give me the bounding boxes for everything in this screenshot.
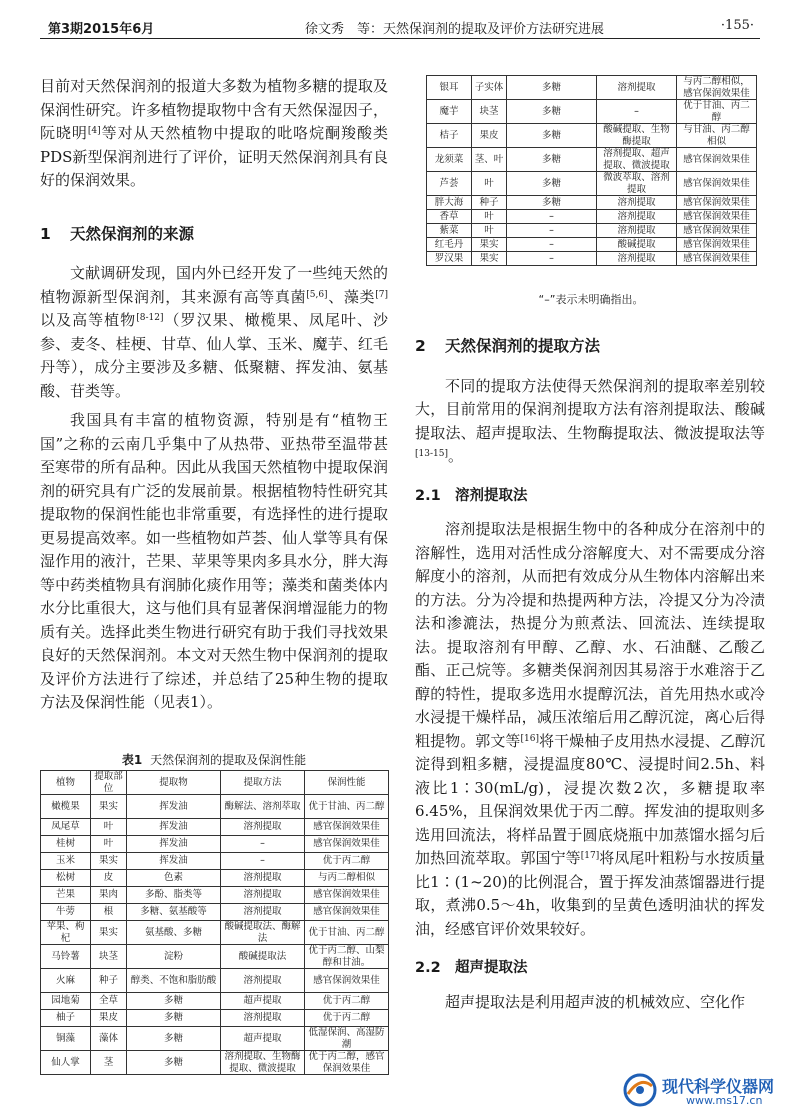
watermark-name: 现代科学仪器网: [662, 1077, 775, 1096]
table-cell: 多糖: [507, 196, 597, 210]
table-cell: –: [507, 210, 597, 224]
table-row: [41, 921, 389, 945]
table-cell: 酸碱提取、生物酶提取: [597, 124, 677, 148]
table-row: [427, 100, 757, 124]
table-cell: 感官保润效果佳: [305, 887, 389, 904]
table-row: [41, 904, 389, 921]
table-cell: 与丙二醇相似: [305, 870, 389, 887]
watermark-logo: [620, 1072, 795, 1110]
table-cell: 溶剂提取: [221, 819, 305, 836]
table-row: [427, 238, 757, 252]
table-cell: 溶剂提取、超声提取、微波提取: [597, 148, 677, 172]
table-cell: 种子: [91, 969, 127, 993]
table-cell: 火麻: [41, 969, 91, 993]
table-cell: 感官保润效果佳: [305, 904, 389, 921]
table-cell: 多糖: [127, 1027, 221, 1051]
table-cell: 优于丙二醇，感官保润效果佳: [305, 1051, 389, 1075]
table-row: [41, 969, 389, 993]
citation: [16]: [520, 733, 539, 744]
table-cell: 果肉: [91, 887, 127, 904]
table-cell: 溶剂提取: [221, 969, 305, 993]
table-cell: 多糖: [507, 100, 597, 124]
table-cell: 果皮: [91, 1010, 127, 1027]
table-cell: 超声提取: [221, 993, 305, 1010]
table-cell: 淀粉: [127, 945, 221, 969]
citation: [5,6]: [306, 289, 328, 300]
table-cell: –: [507, 252, 597, 266]
table-cell: 氨基酸、多糖: [127, 921, 221, 945]
table-caption: 表1 天然保润剂的提取及保润性能: [121, 753, 307, 767]
table-cell: 优于丙二醇: [305, 1010, 389, 1027]
table-cell: 果实: [472, 252, 507, 266]
right-column: [415, 335, 765, 1014]
table-cell: 马铃薯: [41, 945, 91, 969]
table-cell: 溶剂提取: [597, 196, 677, 210]
table-cell: 溶剂提取: [221, 887, 305, 904]
table-cell: 根: [91, 904, 127, 921]
table-cell: 溶剂提取: [221, 904, 305, 921]
table-row: [41, 993, 389, 1010]
table-cell: 芒果: [41, 887, 91, 904]
table-cell: 全草: [91, 993, 127, 1010]
column-header: 提取部位: [91, 771, 127, 795]
table-cell: 优于丙二醇: [305, 993, 389, 1010]
table-row: [427, 148, 757, 172]
table-cell: 与丙二醇相似，感官保润效果佳: [677, 76, 757, 100]
citation: [8-12]: [136, 313, 164, 323]
table-cell: 超声提取: [221, 1027, 305, 1051]
table-cell: 优于甘油、丙二醇: [305, 795, 389, 819]
table-cell: 多糖: [507, 172, 597, 196]
table-cell: 铜藻: [41, 1027, 91, 1051]
table-cell: –: [221, 836, 305, 853]
table-cell: 溶剂提取: [597, 76, 677, 100]
data-table-right: [426, 75, 757, 266]
table-cell: 种子: [472, 196, 507, 210]
citation: [17]: [580, 851, 600, 861]
table-row: [41, 819, 389, 836]
table-cell: 感官保润效果佳: [677, 148, 757, 172]
table-cell: 溶剂提取、生物酶提取、微波提取: [221, 1051, 305, 1075]
body-paragraph: 文献调研发现，国内外已经开发了一些纯天然的植物源新型保润剂，其来源有高等真菌[5,6]、藻类[7]以及高等植物[8-12]（罗汉果、橄榄果、凤尾叶、沙参、麦冬、桂梗、甘草、仙人掌、玉米、魔芋、红毛丹等），成分主要涉及多糖、低聚糖、挥发油、氨基酸、苷类等。: [40, 264, 388, 400]
table-cell: –: [597, 100, 677, 124]
table-cell: 醇类、不饱和脂肪酸: [127, 969, 221, 993]
table-cell: 桔子: [427, 124, 472, 148]
table-cell: 优于甘油、丙二醇: [677, 100, 757, 124]
table-row: [427, 224, 757, 238]
table-cell: 微波萃取、溶剂提取: [597, 172, 677, 196]
table-cell: 果皮: [472, 124, 507, 148]
table-cell: 果实: [472, 238, 507, 252]
logo-icon: [620, 1072, 660, 1108]
page-number: ·155·: [720, 18, 754, 33]
watermark-url: www.ms17.cn: [686, 1094, 763, 1107]
table-cell: 溶剂提取: [597, 210, 677, 224]
table-cell: 柚子: [41, 1010, 91, 1027]
table-cell: –: [507, 238, 597, 252]
table-cell: 溶剂提取: [221, 870, 305, 887]
table-cell: 茎: [91, 1051, 127, 1075]
table-cell: 叶: [472, 210, 507, 224]
citation: [4]: [87, 126, 101, 136]
table-cell: 多糖: [127, 993, 221, 1010]
table-row: [427, 76, 757, 100]
table-row: [41, 1027, 389, 1051]
table-cell: 多糖: [127, 1010, 221, 1027]
table-cell: 多糖: [507, 76, 597, 100]
table-cell: 酸碱提取法、酶解法: [221, 921, 305, 945]
table-cell: 优于丙二醇: [305, 853, 389, 870]
table-cell: 酶解法、溶剂萃取: [221, 795, 305, 819]
column-header: 提取方法: [221, 771, 305, 795]
citation: [7]: [375, 289, 388, 300]
table-cell: 橄榄果: [41, 795, 91, 819]
table-cell: 优于甘油、丙二醇: [305, 921, 389, 945]
journal-issue: 第3期2015年6月: [48, 22, 155, 37]
table-cell: 皮: [91, 870, 127, 887]
table-cell: 优于丙二醇、山梨醇和甘油。: [305, 945, 389, 969]
running-header: [40, 10, 760, 39]
table-header-row: [41, 771, 389, 795]
table-cell: 叶: [472, 224, 507, 238]
table-row: [41, 887, 389, 904]
table-cell: 感官保润效果佳: [677, 252, 757, 266]
table-cell: 酸碱提取: [597, 238, 677, 252]
table-row: [41, 795, 389, 819]
table-cell: 玉米: [41, 853, 91, 870]
table-cell: 多酚、脂类等: [127, 887, 221, 904]
table-cell: 牛蒡: [41, 904, 91, 921]
table-cell: 感官保润效果佳: [305, 836, 389, 853]
table-cell: 感官保润效果佳: [677, 196, 757, 210]
column-header: 提取物: [127, 771, 221, 795]
table-row: [41, 870, 389, 887]
table-cell: 溶剂提取: [597, 252, 677, 266]
table-cell: 叶: [91, 819, 127, 836]
table-cell: 溶剂提取: [597, 224, 677, 238]
table-cell: 松树: [41, 870, 91, 887]
table-row: [427, 172, 757, 196]
table-cell: 感官保润效果佳: [305, 969, 389, 993]
table-cell: 罗汉果: [427, 252, 472, 266]
table-cell: 园地菊: [41, 993, 91, 1010]
article-running-title: 徐文秀 等：天然保润剂的提取及评价方法研究进展: [305, 22, 605, 37]
table-cell: 芦荟: [427, 172, 472, 196]
table-cell: 叶: [472, 172, 507, 196]
table-cell: 龙须菜: [427, 148, 472, 172]
table-cell: 块茎: [91, 945, 127, 969]
table-cell: 魔芋: [427, 100, 472, 124]
table-cell: 多糖: [507, 124, 597, 148]
table-row: [427, 252, 757, 266]
table-row: [41, 945, 389, 969]
table-cell: 子实体: [472, 76, 507, 100]
table-note: “–”表示未明确指出。: [538, 293, 644, 306]
body-paragraph: 超声提取法是利用超声波的机械效应、空化作: [445, 992, 746, 1011]
table-cell: 香草: [427, 210, 472, 224]
table-cell: 多糖: [127, 1051, 221, 1075]
table-cell: 挥发油: [127, 795, 221, 819]
table-cell: 果实: [91, 853, 127, 870]
data-table-left: [40, 770, 389, 1075]
table-cell: 叶: [91, 836, 127, 853]
table-cell: 感官保润效果佳: [305, 819, 389, 836]
table-cell: 紫菜: [427, 224, 472, 238]
table-cell: 茎、叶: [472, 148, 507, 172]
body-paragraph: 溶剂提取法是根据生物中的各种成分在溶剂中的溶解性，选用对活性成分溶解度大、对不需要成分溶解度小的溶剂，从而把有效成分从生物体内溶解出来的方法。分为冷提和热提两种方法，冷提又分为冷渍法和渗漉法，热提分为煎煮法、回流法、连续提取法。提取溶剂有甲醇、乙醇、水、石油醚、乙酸乙酯、正己烷等。多糖类保润剂因其易溶于水难溶于乙醇的特性，提取多选用水提醇沉法，首先用热水或冷水浸提干燥样品，减压浓缩后用乙醇沉淀，离心后得粗提物。郭文等[16]将干燥柚子皮用热水浸提、乙醇沉淀得到粗多糖，浸提温度80℃、浸提时间2.5h、料液比1∶30(mL/g)，浸提次数2次，多糖提取率6.45%，且保润效果优于丙二醇。挥发油的提取则多选用回流法，将样品置于圆底烧瓶中加蒸馏水摇匀后加热回流萃取。郭国宁等[17]将凤尾叶粗粉与水按质量比1∶(1~20)的比例混合，置于挥发油蒸馏器进行提取，煮沸0.5～4h，收集到的呈黄色透明油状的挥发油，经感官评价效果较好。: [415, 520, 765, 938]
table-cell: 挥发油: [127, 819, 221, 836]
table-row: [427, 210, 757, 224]
table-cell: 多糖、氨基酸等: [127, 904, 221, 921]
table-cell: 溶剂提取: [221, 1010, 305, 1027]
table-row: [41, 1010, 389, 1027]
table-cell: 低湿保润、高湿防潮: [305, 1027, 389, 1051]
table-row: [427, 124, 757, 148]
table-cell: 感官保润效果佳: [677, 172, 757, 196]
table-cell: 挥发油: [127, 836, 221, 853]
left-column: [40, 75, 388, 715]
table-cell: –: [507, 224, 597, 238]
table-cell: 感官保润效果佳: [677, 224, 757, 238]
section-heading-2-2: 2.2 超声提取法: [415, 960, 528, 976]
table-cell: 桂树: [41, 836, 91, 853]
table-cell: 感官保润效果佳: [677, 238, 757, 252]
body-paragraph: 我国具有丰富的植物资源，特别是有“植物王国”之称的云南几乎集中了从热带、亚热带至温带甚至寒带的所有品种。因此从我国天然植物中提取保润剂的研究具有广泛的发展前景。根据植物特性研究其提取物的保润性能也非常重要，有选择性的进行提取更易提高效率。如一些植物如芦荟、仙人掌等具有保湿作用的液汁，芒果、苹果等果肉多具水分，胖大海等中药类植物具有润肺化痰作用等；藻类和菌类体内水分比重很大，这与他们具有显著保润增湿能力的物质有关。选择此类生物进行研究有助于我们寻找效果良好的天然保润剂。本文对天然生物中保润剂的提取及评价方法进行了综述，并总结了25种生物的提取方法及保润性能（见表1）。: [40, 411, 388, 711]
table-cell: 苹果、枸杞: [41, 921, 91, 945]
table-row: [41, 1051, 389, 1075]
table-cell: 色素: [127, 870, 221, 887]
citation: [13-15]: [415, 449, 448, 459]
table-cell: 多糖: [507, 148, 597, 172]
body-paragraph: 不同的提取方法使得天然保润剂的提取率差别较大，目前常用的保润剂提取方法有溶剂提取法、酸碱提取法、超声提取法、生物酶提取法、微波提取法等[13-15]。: [415, 376, 765, 465]
table-cell: 银耳: [427, 76, 472, 100]
table-cell: 红毛丹: [427, 238, 472, 252]
section-heading-2-1: 2.1 溶剂提取法: [415, 487, 528, 504]
table-cell: –: [221, 853, 305, 870]
section-heading-2: 2 天然保润剂的提取方法: [415, 337, 601, 355]
table-cell: 感官保润效果佳: [677, 210, 757, 224]
table-cell: 挥发油: [127, 853, 221, 870]
column-header: 植物: [41, 771, 91, 795]
table-cell: 果实: [91, 921, 127, 945]
table-cell: 仙人掌: [41, 1051, 91, 1075]
intro-paragraph: 目前对天然保润剂的报道大多数为植物多糖的提取及保润性研究。许多植物提取物中含有天然保湿因子，阮晓明[4]等对从天然植物中提取的吡咯烷酮羧酸类PDS新型保润剂进行了评价，证明天然保润剂具有良好的保润效果。: [40, 77, 388, 189]
table-row: [427, 196, 757, 210]
table-cell: 果实: [91, 795, 127, 819]
section-heading-1: 1 天然保润剂的来源: [40, 224, 195, 243]
table-cell: 与甘油、丙二醇相似: [677, 124, 757, 148]
table-cell: 酸碱提取法: [221, 945, 305, 969]
table-cell: 胖大海: [427, 196, 472, 210]
table-row: [41, 836, 389, 853]
table-cell: 藻体: [91, 1027, 127, 1051]
column-header: 保润性能: [305, 771, 389, 795]
table-row: [41, 853, 389, 870]
table-cell: 块茎: [472, 100, 507, 124]
table-cell: 凤尾草: [41, 819, 91, 836]
